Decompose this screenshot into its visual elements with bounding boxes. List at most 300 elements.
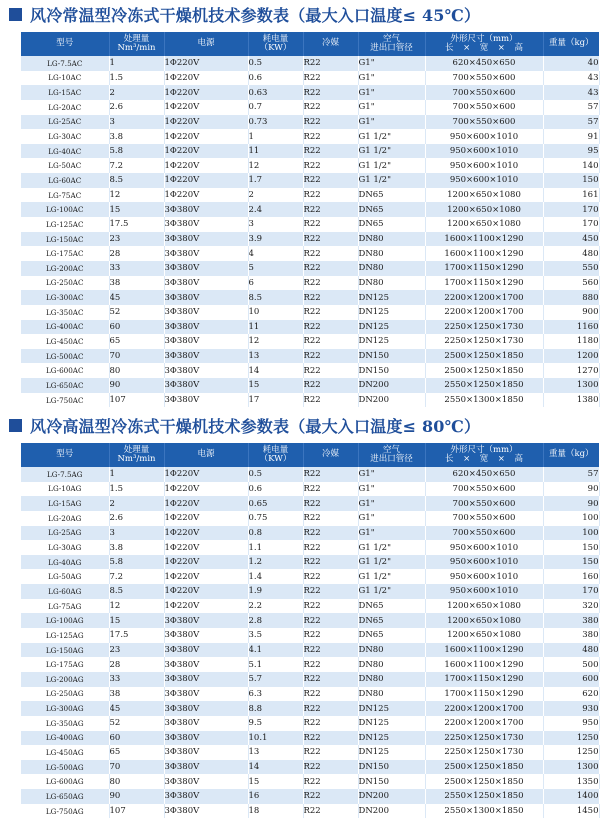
table-row	[21, 657, 599, 672]
weight-cell: 500	[543, 657, 599, 672]
port-cell: DN200	[358, 378, 425, 393]
power-cell: 3Φ380V	[164, 349, 248, 364]
power-cell: 1Φ220V	[164, 71, 248, 86]
refrigerant-cell: R22	[303, 760, 358, 775]
square-bullet-icon	[9, 419, 22, 432]
table-header-row	[21, 32, 599, 56]
refrigerant-cell: R22	[303, 774, 358, 789]
header-dimensions: 外形尺寸（mm） 长 × 宽 × 高	[425, 443, 543, 467]
port-cell: DN80	[358, 687, 425, 702]
port-cell: DN80	[358, 246, 425, 261]
flow-cell: 90	[109, 378, 164, 393]
port-cell: DN125	[358, 701, 425, 716]
weight-cell: 170	[543, 217, 599, 232]
model-cell: LG-300AG	[21, 701, 109, 716]
refrigerant-cell: R22	[303, 56, 358, 71]
table-row	[21, 804, 599, 819]
table-row	[21, 482, 599, 497]
table-row	[21, 672, 599, 687]
consumption-cell: 4	[248, 246, 303, 261]
table-row	[21, 115, 599, 130]
model-cell: LG-7.5AG	[21, 467, 109, 482]
port-cell: DN125	[358, 320, 425, 335]
consumption-cell: 6	[248, 276, 303, 291]
power-cell: 3Φ380V	[164, 672, 248, 687]
dimensions-cell: 700×550×600	[425, 526, 543, 541]
weight-cell: 57	[543, 467, 599, 482]
dimensions-cell: 1700×1150×1290	[425, 276, 543, 291]
dimensions-cell: 1200×650×1080	[425, 628, 543, 643]
model-cell: LG-250AC	[21, 276, 109, 291]
weight-cell: 170	[543, 202, 599, 217]
dimensions-cell: 950×600×1010	[425, 555, 543, 570]
flow-cell: 12	[109, 188, 164, 203]
model-cell: LG-150AC	[21, 232, 109, 247]
port-cell: DN125	[358, 334, 425, 349]
power-cell: 1Φ220V	[164, 56, 248, 71]
port-cell: G1"	[358, 56, 425, 71]
consumption-cell: 4.1	[248, 643, 303, 658]
dimensions-cell: 700×550×600	[425, 482, 543, 497]
weight-cell: 900	[543, 305, 599, 320]
weight-cell: 950	[543, 716, 599, 731]
flow-cell: 52	[109, 305, 164, 320]
weight-cell: 40	[543, 56, 599, 71]
model-cell: LG-40AG	[21, 555, 109, 570]
header-model: 型号	[21, 32, 109, 56]
weight-cell: 1160	[543, 320, 599, 335]
flow-cell: 2	[109, 496, 164, 511]
header-power: 电源	[164, 32, 248, 56]
weight-cell: 161	[543, 188, 599, 203]
flow-cell: 8.5	[109, 173, 164, 188]
refrigerant-cell: R22	[303, 657, 358, 672]
dimensions-cell: 950×600×1010	[425, 173, 543, 188]
flow-cell: 80	[109, 363, 164, 378]
weight-cell: 380	[543, 628, 599, 643]
power-cell: 1Φ220V	[164, 599, 248, 614]
model-cell: LG-20AC	[21, 100, 109, 115]
model-cell: LG-10AG	[21, 482, 109, 497]
model-cell: LG-350AG	[21, 716, 109, 731]
model-cell: LG-30AG	[21, 540, 109, 555]
spec-table-high-temp	[21, 443, 600, 818]
table-row	[21, 232, 599, 247]
model-cell: LG-125AG	[21, 628, 109, 643]
model-cell: LG-650AC	[21, 378, 109, 393]
refrigerant-cell: R22	[303, 584, 358, 599]
weight-cell: 1270	[543, 363, 599, 378]
port-cell: DN150	[358, 363, 425, 378]
header-flow: 处理量 Nm³/min	[109, 443, 164, 467]
weight-cell: 1180	[543, 334, 599, 349]
weight-cell: 620	[543, 687, 599, 702]
flow-cell: 12	[109, 599, 164, 614]
power-cell: 1Φ220V	[164, 188, 248, 203]
model-cell: LG-40AC	[21, 144, 109, 159]
model-cell: LG-150AG	[21, 643, 109, 658]
refrigerant-cell: R22	[303, 731, 358, 746]
power-cell: 3Φ380V	[164, 290, 248, 305]
weight-cell: 100	[543, 511, 599, 526]
model-cell: LG-7.5AC	[21, 56, 109, 71]
consumption-cell: 9.5	[248, 716, 303, 731]
port-cell: G1"	[358, 496, 425, 511]
refrigerant-cell: R22	[303, 349, 358, 364]
consumption-cell: 0.73	[248, 115, 303, 130]
power-cell: 1Φ220V	[164, 100, 248, 115]
dimensions-cell: 1200×650×1080	[425, 202, 543, 217]
model-cell: LG-15AG	[21, 496, 109, 511]
power-cell: 3Φ380V	[164, 716, 248, 731]
port-cell: DN80	[358, 672, 425, 687]
power-cell: 3Φ380V	[164, 745, 248, 760]
refrigerant-cell: R22	[303, 613, 358, 628]
model-cell: LG-175AC	[21, 246, 109, 261]
flow-cell: 1.5	[109, 71, 164, 86]
model-cell: LG-500AC	[21, 349, 109, 364]
dimensions-cell: 1200×650×1080	[425, 599, 543, 614]
weight-cell: 90	[543, 482, 599, 497]
power-cell: 3Φ380V	[164, 701, 248, 716]
weight-cell: 1200	[543, 349, 599, 364]
table-row	[21, 378, 599, 393]
port-cell: DN80	[358, 276, 425, 291]
dimensions-cell: 700×550×600	[425, 511, 543, 526]
port-cell: DN150	[358, 760, 425, 775]
weight-cell: 320	[543, 599, 599, 614]
power-cell: 3Φ380V	[164, 789, 248, 804]
flow-cell: 7.2	[109, 158, 164, 173]
table-row	[21, 276, 599, 291]
dimensions-cell: 1600×1100×1290	[425, 657, 543, 672]
model-cell: LG-50AG	[21, 569, 109, 584]
power-cell: 3Φ380V	[164, 378, 248, 393]
dimensions-cell: 2550×1300×1850	[425, 393, 543, 408]
dimensions-cell: 950×600×1010	[425, 144, 543, 159]
flow-cell: 90	[109, 789, 164, 804]
model-cell: LG-60AC	[21, 173, 109, 188]
refrigerant-cell: R22	[303, 496, 358, 511]
dimensions-cell: 2250×1250×1730	[425, 745, 543, 760]
model-cell: LG-600AG	[21, 774, 109, 789]
port-cell: DN65	[358, 599, 425, 614]
flow-cell: 107	[109, 393, 164, 408]
port-cell: G1"	[358, 526, 425, 541]
refrigerant-cell: R22	[303, 246, 358, 261]
power-cell: 3Φ380V	[164, 261, 248, 276]
section-title: 风冷高温型冷冻式干燥机技术参数表（最大入口温度≤ 80℃）	[30, 416, 481, 436]
model-cell: LG-300AC	[21, 290, 109, 305]
flow-cell: 3.8	[109, 129, 164, 144]
weight-cell: 150	[543, 540, 599, 555]
model-cell: LG-750AG	[21, 804, 109, 819]
refrigerant-cell: R22	[303, 188, 358, 203]
consumption-cell: 3	[248, 217, 303, 232]
port-cell: DN125	[358, 305, 425, 320]
consumption-cell: 0.7	[248, 100, 303, 115]
dimensions-cell: 950×600×1010	[425, 540, 543, 555]
power-cell: 1Φ220V	[164, 584, 248, 599]
header-dimensions: 外形尺寸（mm） 长 × 宽 × 高	[425, 32, 543, 56]
consumption-cell: 10.1	[248, 731, 303, 746]
consumption-cell: 2.4	[248, 202, 303, 217]
header-refrigerant: 冷媒	[303, 32, 358, 56]
flow-cell: 107	[109, 804, 164, 819]
table-row	[21, 188, 599, 203]
dimensions-cell: 700×550×600	[425, 100, 543, 115]
weight-cell: 57	[543, 115, 599, 130]
table-row	[21, 701, 599, 716]
port-cell: G1 1/2"	[358, 555, 425, 570]
section-title: 风冷常温型冷冻式干燥机技术参数表（最大入口温度≤ 45℃）	[30, 5, 481, 25]
consumption-cell: 10	[248, 305, 303, 320]
weight-cell: 1250	[543, 745, 599, 760]
port-cell: DN80	[358, 643, 425, 658]
weight-cell: 43	[543, 71, 599, 86]
port-cell: G1 1/2"	[358, 173, 425, 188]
flow-cell: 5.8	[109, 555, 164, 570]
model-cell: LG-25AC	[21, 115, 109, 130]
table-row	[21, 599, 599, 614]
flow-cell: 28	[109, 657, 164, 672]
table-row	[21, 320, 599, 335]
flow-cell: 5.8	[109, 144, 164, 159]
refrigerant-cell: R22	[303, 85, 358, 100]
refrigerant-cell: R22	[303, 320, 358, 335]
power-cell: 3Φ380V	[164, 657, 248, 672]
power-cell: 3Φ380V	[164, 320, 248, 335]
consumption-cell: 16	[248, 789, 303, 804]
weight-cell: 170	[543, 584, 599, 599]
port-cell: DN150	[358, 349, 425, 364]
port-cell: DN125	[358, 716, 425, 731]
refrigerant-cell: R22	[303, 217, 358, 232]
dimensions-cell: 1600×1100×1290	[425, 246, 543, 261]
model-cell: LG-350AC	[21, 305, 109, 320]
port-cell: G1 1/2"	[358, 540, 425, 555]
power-cell: 3Φ380V	[164, 687, 248, 702]
power-cell: 3Φ380V	[164, 731, 248, 746]
consumption-cell: 3.9	[248, 232, 303, 247]
port-cell: G1 1/2"	[358, 569, 425, 584]
refrigerant-cell: R22	[303, 202, 358, 217]
header-port: 空气 进出口管径	[358, 32, 425, 56]
dimensions-cell: 2500×1250×1850	[425, 363, 543, 378]
dimensions-cell: 2200×1200×1700	[425, 716, 543, 731]
power-cell: 1Φ220V	[164, 173, 248, 188]
table-section-normal-temp	[0, 0, 600, 406]
refrigerant-cell: R22	[303, 393, 358, 408]
flow-cell: 15	[109, 613, 164, 628]
weight-cell: 1400	[543, 789, 599, 804]
port-cell: DN80	[358, 261, 425, 276]
table-row	[21, 760, 599, 775]
flow-cell: 1	[109, 467, 164, 482]
table-row	[21, 290, 599, 305]
weight-cell: 100	[543, 526, 599, 541]
flow-cell: 45	[109, 290, 164, 305]
consumption-cell: 1.4	[248, 569, 303, 584]
dimensions-cell: 2200×1200×1700	[425, 290, 543, 305]
model-cell: LG-100AG	[21, 613, 109, 628]
refrigerant-cell: R22	[303, 305, 358, 320]
dimensions-cell: 2550×1250×1850	[425, 378, 543, 393]
port-cell: DN150	[358, 774, 425, 789]
flow-cell: 70	[109, 349, 164, 364]
refrigerant-cell: R22	[303, 628, 358, 643]
consumption-cell: 0.5	[248, 467, 303, 482]
flow-cell: 52	[109, 716, 164, 731]
header-weight: 重量（kg）	[548, 449, 594, 460]
refrigerant-cell: R22	[303, 511, 358, 526]
power-cell: 3Φ380V	[164, 305, 248, 320]
consumption-cell: 14	[248, 760, 303, 775]
power-cell: 3Φ380V	[164, 393, 248, 408]
table-row	[21, 129, 599, 144]
dimensions-cell: 700×550×600	[425, 115, 543, 130]
model-cell: LG-15AC	[21, 85, 109, 100]
dimensions-cell: 700×550×600	[425, 71, 543, 86]
consumption-cell: 15	[248, 378, 303, 393]
table-row	[21, 334, 599, 349]
consumption-cell: 5.7	[248, 672, 303, 687]
consumption-cell: 5.1	[248, 657, 303, 672]
table-row	[21, 687, 599, 702]
flow-cell: 23	[109, 643, 164, 658]
weight-cell: 550	[543, 261, 599, 276]
power-cell: 3Φ380V	[164, 217, 248, 232]
consumption-cell: 1.1	[248, 540, 303, 555]
power-cell: 1Φ220V	[164, 511, 248, 526]
dimensions-cell: 1600×1100×1290	[425, 232, 543, 247]
port-cell: G1"	[358, 467, 425, 482]
refrigerant-cell: R22	[303, 334, 358, 349]
consumption-cell: 6.3	[248, 687, 303, 702]
refrigerant-cell: R22	[303, 569, 358, 584]
dimensions-cell: 1600×1100×1290	[425, 643, 543, 658]
weight-cell: 1450	[543, 804, 599, 819]
table-row	[21, 85, 599, 100]
refrigerant-cell: R22	[303, 745, 358, 760]
flow-cell: 33	[109, 261, 164, 276]
weight-cell: 57	[543, 100, 599, 115]
model-cell: LG-50AC	[21, 158, 109, 173]
flow-cell: 38	[109, 687, 164, 702]
refrigerant-cell: R22	[303, 129, 358, 144]
weight-cell: 480	[543, 246, 599, 261]
port-cell: G1"	[358, 85, 425, 100]
consumption-cell: 15	[248, 774, 303, 789]
model-cell: LG-30AC	[21, 129, 109, 144]
power-cell: 1Φ220V	[164, 540, 248, 555]
table-row	[21, 540, 599, 555]
consumption-cell: 11	[248, 144, 303, 159]
consumption-cell: 17	[248, 393, 303, 408]
flow-cell: 2.6	[109, 511, 164, 526]
dimensions-cell: 700×550×600	[425, 85, 543, 100]
model-cell: LG-175AG	[21, 657, 109, 672]
table-row	[21, 261, 599, 276]
flow-cell: 1	[109, 56, 164, 71]
refrigerant-cell: R22	[303, 643, 358, 658]
port-cell: G1 1/2"	[358, 144, 425, 159]
refrigerant-cell: R22	[303, 232, 358, 247]
consumption-cell: 1.9	[248, 584, 303, 599]
refrigerant-cell: R22	[303, 599, 358, 614]
flow-cell: 2	[109, 85, 164, 100]
table-row	[21, 158, 599, 173]
model-cell: LG-400AC	[21, 320, 109, 335]
model-cell: LG-500AG	[21, 760, 109, 775]
consumption-cell: 2.8	[248, 613, 303, 628]
table-row	[21, 613, 599, 628]
dimensions-cell: 2250×1250×1730	[425, 320, 543, 335]
consumption-cell: 0.6	[248, 71, 303, 86]
flow-cell: 80	[109, 774, 164, 789]
model-cell: LG-600AC	[21, 363, 109, 378]
port-cell: DN125	[358, 290, 425, 305]
dimensions-cell: 2250×1250×1730	[425, 731, 543, 746]
weight-cell: 380	[543, 613, 599, 628]
table-row	[21, 628, 599, 643]
table-row	[21, 173, 599, 188]
weight-cell: 600	[543, 672, 599, 687]
power-cell: 1Φ220V	[164, 526, 248, 541]
weight-cell: 450	[543, 232, 599, 247]
power-cell: 3Φ380V	[164, 760, 248, 775]
power-cell: 1Φ220V	[164, 569, 248, 584]
header-flow: 处理量 Nm³/min	[109, 32, 164, 56]
dimensions-cell: 1200×650×1080	[425, 613, 543, 628]
flow-cell: 60	[109, 320, 164, 335]
flow-cell: 23	[109, 232, 164, 247]
weight-cell: 90	[543, 496, 599, 511]
table-row	[21, 496, 599, 511]
refrigerant-cell: R22	[303, 144, 358, 159]
weight-cell: 560	[543, 276, 599, 291]
table-row	[21, 731, 599, 746]
weight-cell: 150	[543, 173, 599, 188]
port-cell: DN200	[358, 804, 425, 819]
dimensions-cell: 1700×1150×1290	[425, 261, 543, 276]
header-model: 型号	[21, 443, 109, 467]
power-cell: 3Φ380V	[164, 774, 248, 789]
model-cell: LG-750AC	[21, 393, 109, 408]
port-cell: G1 1/2"	[358, 158, 425, 173]
consumption-cell: 0.65	[248, 496, 303, 511]
power-cell: 1Φ220V	[164, 482, 248, 497]
dimensions-cell: 2550×1300×1850	[425, 804, 543, 819]
flow-cell: 60	[109, 731, 164, 746]
square-bullet-icon	[9, 8, 22, 21]
flow-cell: 33	[109, 672, 164, 687]
flow-cell: 3	[109, 526, 164, 541]
weight-cell: 91	[543, 129, 599, 144]
table-row	[21, 467, 599, 482]
weight-cell: 43	[543, 85, 599, 100]
flow-cell: 70	[109, 760, 164, 775]
refrigerant-cell: R22	[303, 290, 358, 305]
table-row	[21, 71, 599, 86]
port-cell: G1 1/2"	[358, 584, 425, 599]
model-cell: LG-200AC	[21, 261, 109, 276]
dimensions-cell: 2500×1250×1850	[425, 774, 543, 789]
port-cell: DN65	[358, 202, 425, 217]
refrigerant-cell: R22	[303, 261, 358, 276]
refrigerant-cell: R22	[303, 482, 358, 497]
consumption-cell: 0.8	[248, 526, 303, 541]
